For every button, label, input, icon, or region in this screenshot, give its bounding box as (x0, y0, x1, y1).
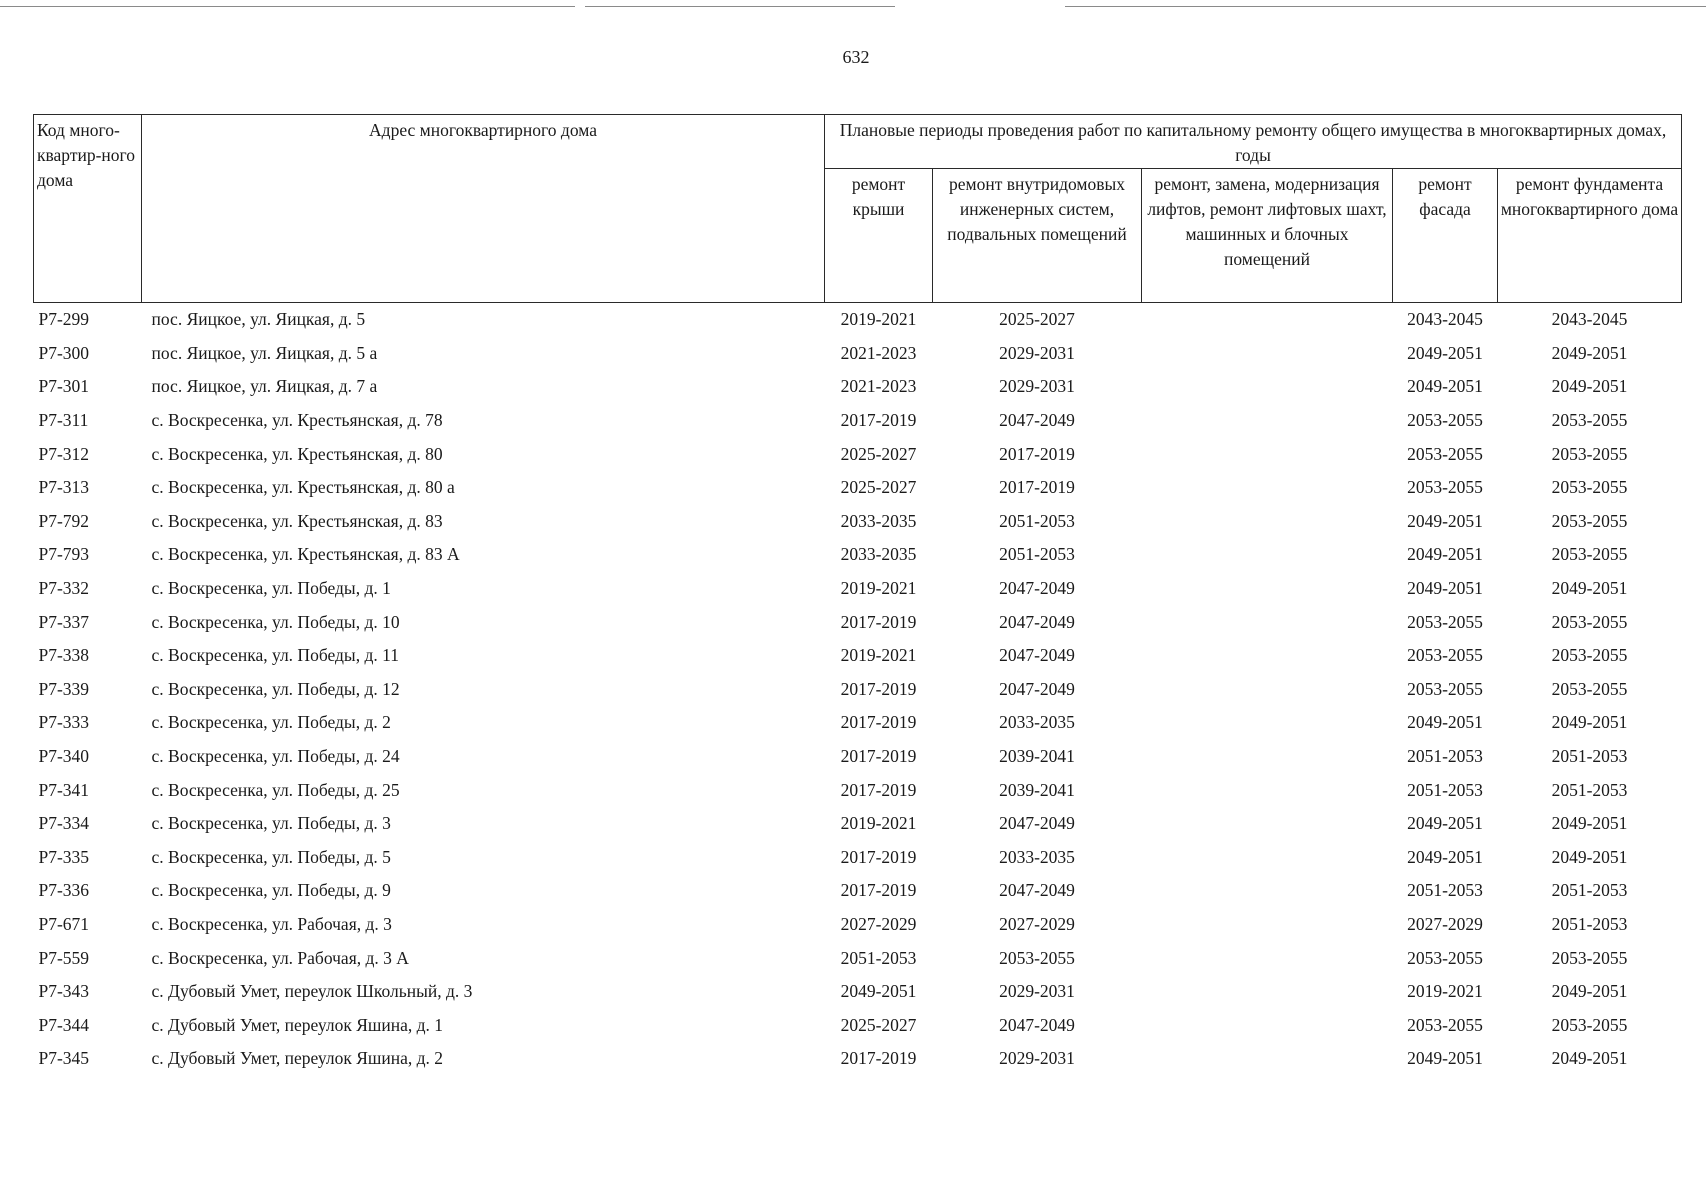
table-row (34, 773, 1682, 807)
cell-foundation: 2043-2045 (1551, 309, 1628, 330)
cell-facade: 2043-2045 (1407, 309, 1483, 330)
cell-roof: 2021-2023 (840, 342, 917, 363)
table-row (34, 605, 1682, 639)
cell-code: Р7-337 (38, 611, 90, 632)
header-roof: ремонт крыши (825, 169, 933, 303)
cell-roof: 2017-2019 (840, 611, 917, 632)
cell-foundation: 2049-2051 (1551, 376, 1628, 397)
cell-code: Р7-300 (38, 342, 90, 363)
cell-elevators (1142, 538, 1393, 572)
cell-engineering: 2017-2019 (999, 443, 1075, 464)
cell-address: с. Дубовый Умет, переулок Яшина, д. 2 (151, 1048, 444, 1069)
cell-roof: 2033-2035 (840, 510, 917, 531)
cell-elevators (1142, 605, 1393, 639)
cell-address: с. Дубовый Умет, переулок Яшина, д. 1 (151, 1014, 444, 1035)
cell-roof: 2033-2035 (840, 544, 917, 565)
page-number: 632 (842, 47, 870, 67)
cell-roof: 2017-2019 (840, 880, 917, 901)
top-rule-left (0, 6, 575, 7)
cell-roof: 2017-2019 (840, 846, 917, 867)
header-facade: ремонт фасада (1393, 169, 1498, 303)
table-row (34, 841, 1682, 875)
cell-address: с. Воскресенка, ул. Победы, д. 2 (151, 712, 391, 733)
table-row (34, 505, 1682, 539)
header-foundation: ремонт фундамента многоквартирного дома (1498, 169, 1682, 303)
cell-foundation: 2051-2053 (1551, 779, 1628, 800)
cell-roof: 2017-2019 (840, 712, 917, 733)
cell-elevators (1142, 908, 1393, 942)
cell-address: с. Воскресенка, ул. Крестьянская, д. 80 а (151, 477, 455, 498)
cell-engineering: 2047-2049 (999, 611, 1075, 632)
cell-address: с. Воскресенка, ул. Победы, д. 11 (151, 645, 399, 666)
cell-address: с. Воскресенка, ул. Победы, д. 5 (151, 846, 391, 867)
cell-engineering: 2029-2031 (999, 342, 1075, 363)
cell-facade: 2049-2051 (1407, 376, 1483, 397)
cell-foundation: 2053-2055 (1551, 477, 1628, 498)
cell-foundation: 2051-2053 (1551, 913, 1628, 934)
table-row (34, 538, 1682, 572)
table-row (34, 370, 1682, 404)
cell-code: Р7-671 (38, 913, 90, 934)
cell-facade: 2053-2055 (1407, 645, 1483, 666)
cell-elevators (1142, 807, 1393, 841)
cell-address: с. Воскресенка, ул. Победы, д. 1 (151, 578, 391, 599)
cell-foundation: 2053-2055 (1551, 443, 1628, 464)
cell-code: Р7-299 (38, 309, 90, 330)
cell-facade: 2051-2053 (1407, 880, 1483, 901)
cell-foundation: 2049-2051 (1551, 342, 1628, 363)
cell-engineering: 2047-2049 (999, 645, 1075, 666)
cell-address: с. Воскресенка, ул. Рабочая, д. 3 (151, 913, 392, 934)
table-row (34, 941, 1682, 975)
cell-elevators (1142, 639, 1393, 673)
cell-engineering: 2029-2031 (999, 981, 1075, 1002)
table-row (34, 471, 1682, 505)
cell-roof: 2027-2029 (840, 913, 917, 934)
cell-code: Р7-334 (38, 813, 90, 834)
cell-code: Р7-339 (38, 678, 90, 699)
cell-foundation: 2049-2051 (1551, 1048, 1628, 1069)
cell-code: Р7-313 (38, 477, 90, 498)
cell-facade: 2049-2051 (1407, 510, 1483, 531)
cell-facade: 2027-2029 (1407, 913, 1483, 934)
cell-elevators (1142, 740, 1393, 774)
cell-address: с. Воскресенка, ул. Победы, д. 12 (151, 678, 400, 699)
cell-elevators (1142, 841, 1393, 875)
cell-foundation: 2049-2051 (1551, 813, 1628, 834)
cell-address: с. Воскресенка, ул. Крестьянская, д. 80 (151, 443, 443, 464)
cell-facade: 2053-2055 (1407, 611, 1483, 632)
table-row (34, 1008, 1682, 1042)
cell-foundation: 2053-2055 (1551, 645, 1628, 666)
cell-code: Р7-312 (38, 443, 90, 464)
table-header (34, 115, 1682, 303)
header-periods: Плановые периоды проведения работ по капитальному ремонту общего имущества в многоквартирных домах, годы (825, 115, 1682, 169)
table-row (34, 639, 1682, 673)
cell-elevators (1142, 437, 1393, 471)
table-row (34, 1042, 1682, 1076)
cell-elevators (1142, 673, 1393, 707)
cell-foundation: 2049-2051 (1551, 578, 1628, 599)
top-rule-middle (585, 6, 895, 7)
cell-foundation: 2051-2053 (1551, 880, 1628, 901)
cell-code: Р7-343 (38, 981, 90, 1002)
header-elevators: ремонт, замена, модернизация лифтов, ремонт лифтовых шахт, машинных и блочных помещений (1142, 169, 1393, 303)
table-row (34, 337, 1682, 371)
cell-address: с. Воскресенка, ул. Рабочая, д. 3 А (151, 947, 409, 968)
cell-engineering: 2047-2049 (999, 880, 1075, 901)
table-row (34, 740, 1682, 774)
cell-elevators (1142, 370, 1393, 404)
cell-roof: 2017-2019 (840, 746, 917, 767)
cell-roof: 2019-2021 (840, 645, 917, 666)
top-rule-right (1065, 6, 1706, 7)
cell-facade: 2049-2051 (1407, 846, 1483, 867)
cell-address: пос. Яицкое, ул. Яицкая, д. 5 а (151, 342, 378, 363)
cell-facade: 2019-2021 (1407, 981, 1483, 1002)
cell-elevators (1142, 773, 1393, 807)
cell-roof: 2025-2027 (840, 477, 917, 498)
table-row (34, 303, 1682, 337)
table-row (34, 706, 1682, 740)
cell-foundation: 2051-2053 (1551, 746, 1628, 767)
cell-engineering: 2051-2053 (999, 544, 1075, 565)
cell-engineering: 2025-2027 (999, 309, 1075, 330)
cell-code: Р7-340 (38, 746, 90, 767)
cell-engineering: 2053-2055 (999, 947, 1075, 968)
cell-code: Р7-335 (38, 846, 90, 867)
cell-roof: 2019-2021 (840, 309, 917, 330)
cell-facade: 2053-2055 (1407, 947, 1483, 968)
cell-roof: 2017-2019 (840, 1048, 917, 1069)
cell-code: Р7-344 (38, 1014, 90, 1035)
cell-elevators (1142, 572, 1393, 606)
cell-roof: 2025-2027 (840, 1014, 917, 1035)
table-row (34, 673, 1682, 707)
cell-foundation: 2053-2055 (1551, 410, 1628, 431)
cell-address: с. Воскресенка, ул. Победы, д. 24 (151, 746, 400, 767)
cell-elevators (1142, 303, 1393, 337)
cell-elevators (1142, 706, 1393, 740)
cell-code: Р7-332 (38, 578, 90, 599)
cell-engineering: 2027-2029 (999, 913, 1075, 934)
cell-elevators (1142, 337, 1393, 371)
cell-address: с. Воскресенка, ул. Победы, д. 9 (151, 880, 391, 901)
table-body (34, 303, 1682, 1076)
cell-roof: 2017-2019 (840, 678, 917, 699)
cell-address: с. Воскресенка, ул. Победы, д. 25 (151, 779, 400, 800)
cell-elevators (1142, 1008, 1393, 1042)
cell-engineering: 2039-2041 (999, 779, 1075, 800)
cell-code: Р7-333 (38, 712, 90, 733)
cell-address: пос. Яицкое, ул. Яицкая, д. 5 (151, 309, 366, 330)
cell-foundation: 2049-2051 (1551, 981, 1628, 1002)
cell-engineering: 2047-2049 (999, 813, 1075, 834)
cell-facade: 2051-2053 (1407, 746, 1483, 767)
cell-foundation: 2053-2055 (1551, 678, 1628, 699)
cell-code: Р7-793 (38, 544, 90, 565)
cell-facade: 2053-2055 (1407, 678, 1483, 699)
cell-code: Р7-311 (38, 410, 89, 431)
cell-engineering: 2051-2053 (999, 510, 1075, 531)
cell-address: с. Воскресенка, ул. Крестьянская, д. 83 А (151, 544, 460, 565)
cell-engineering: 2047-2049 (999, 410, 1075, 431)
cell-engineering: 2047-2049 (999, 1014, 1075, 1035)
cell-foundation: 2049-2051 (1551, 846, 1628, 867)
cell-elevators (1142, 1042, 1393, 1076)
cell-roof: 2021-2023 (840, 376, 917, 397)
cell-engineering: 2033-2035 (999, 712, 1075, 733)
cell-foundation: 2053-2055 (1551, 510, 1628, 531)
cell-code: Р7-341 (38, 779, 90, 800)
capital-repair-schedule-table (33, 114, 1682, 1076)
cell-elevators (1142, 505, 1393, 539)
cell-engineering: 2047-2049 (999, 678, 1075, 699)
cell-address: с. Воскресенка, ул. Крестьянская, д. 78 (151, 410, 443, 431)
table-row (34, 807, 1682, 841)
cell-elevators (1142, 874, 1393, 908)
cell-roof: 2051-2053 (840, 947, 917, 968)
table-row (34, 437, 1682, 471)
cell-elevators (1142, 471, 1393, 505)
header-code: Код много-квартир-ного дома (34, 115, 142, 303)
table-row (34, 975, 1682, 1009)
cell-code: Р7-559 (38, 947, 90, 968)
cell-facade: 2053-2055 (1407, 477, 1483, 498)
cell-facade: 2051-2053 (1407, 779, 1483, 800)
cell-engineering: 2029-2031 (999, 1048, 1075, 1069)
cell-foundation: 2053-2055 (1551, 947, 1628, 968)
cell-code: Р7-345 (38, 1048, 90, 1069)
cell-engineering: 2033-2035 (999, 846, 1075, 867)
cell-address: пос. Яицкое, ул. Яицкая, д. 7 а (151, 376, 378, 397)
cell-code: Р7-301 (38, 376, 90, 397)
cell-address: с. Воскресенка, ул. Крестьянская, д. 83 (151, 510, 443, 531)
cell-engineering: 2029-2031 (999, 376, 1075, 397)
cell-facade: 2049-2051 (1407, 1048, 1483, 1069)
cell-facade: 2053-2055 (1407, 443, 1483, 464)
cell-elevators (1142, 941, 1393, 975)
table-row (34, 908, 1682, 942)
cell-address: с. Воскресенка, ул. Победы, д. 3 (151, 813, 391, 834)
cell-code: Р7-338 (38, 645, 90, 666)
cell-roof: 2019-2021 (840, 578, 917, 599)
header-address: Адрес многоквартирного дома (142, 115, 825, 303)
table-row (34, 874, 1682, 908)
cell-address: с. Воскресенка, ул. Победы, д. 10 (151, 611, 400, 632)
cell-facade: 2049-2051 (1407, 342, 1483, 363)
cell-foundation: 2053-2055 (1551, 611, 1628, 632)
cell-roof: 2017-2019 (840, 410, 917, 431)
cell-roof: 2025-2027 (840, 443, 917, 464)
cell-engineering: 2047-2049 (999, 578, 1075, 599)
cell-facade: 2049-2051 (1407, 813, 1483, 834)
cell-facade: 2049-2051 (1407, 578, 1483, 599)
cell-code: Р7-336 (38, 880, 90, 901)
cell-engineering: 2017-2019 (999, 477, 1075, 498)
table-row (34, 572, 1682, 606)
cell-facade: 2049-2051 (1407, 712, 1483, 733)
cell-elevators (1142, 975, 1393, 1009)
table-row (34, 404, 1682, 438)
cell-roof: 2049-2051 (840, 981, 917, 1002)
cell-address: с. Дубовый Умет, переулок Школьный, д. 3 (151, 981, 473, 1002)
header-engineering: ремонт внутридомовых инженерных систем, подвальных помещений (933, 169, 1142, 303)
cell-facade: 2049-2051 (1407, 544, 1483, 565)
cell-roof: 2019-2021 (840, 813, 917, 834)
cell-code: Р7-792 (38, 510, 90, 531)
cell-engineering: 2039-2041 (999, 746, 1075, 767)
cell-foundation: 2053-2055 (1551, 1014, 1628, 1035)
cell-foundation: 2049-2051 (1551, 712, 1628, 733)
cell-roof: 2017-2019 (840, 779, 917, 800)
cell-facade: 2053-2055 (1407, 1014, 1483, 1035)
cell-foundation: 2053-2055 (1551, 544, 1628, 565)
cell-facade: 2053-2055 (1407, 410, 1483, 431)
cell-elevators (1142, 404, 1393, 438)
